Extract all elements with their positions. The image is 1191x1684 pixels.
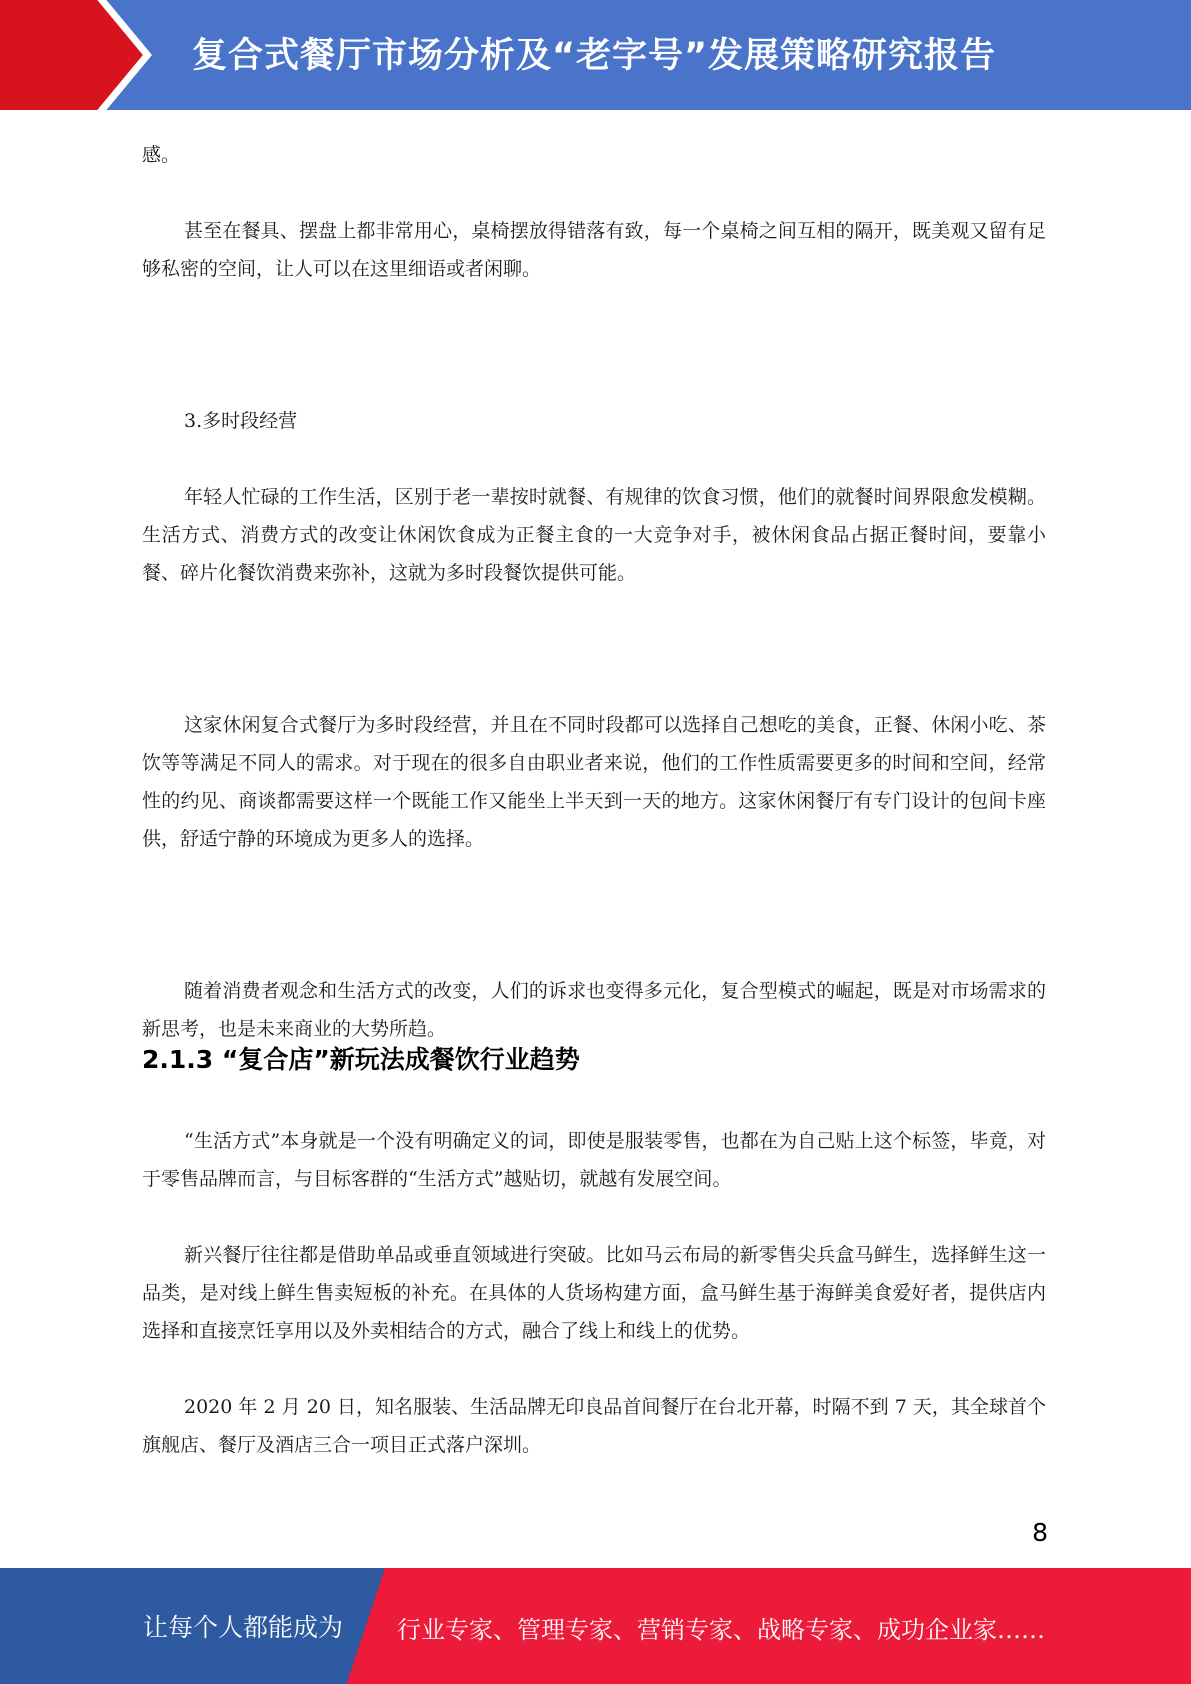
header-red-arrow	[0, 0, 152, 110]
paragraph: 新兴餐厅往往都是借助单品或垂直领域进行突破。比如马云布局的新零售尖兵盒马鲜生，选择鲜生这一品类，是对线上鲜生售卖短板的补充。在具体的人货场构建方面，盒马鲜生基于海鲜美食爱好者，提供店内选择和直接烹饪享用以及外卖相结合的方式，融合了线上和线上的优势。	[142, 1244, 1046, 1342]
paragraph: 甚至在餐具、摆盘上都非常用心，桌椅摆放得错落有致，每一个桌椅之间互相的隔开，既美观又留有足够私密的空间，让人可以在这里细语或者闲聊。	[142, 220, 1046, 280]
body-text-2	[142, 1122, 1046, 1464]
paragraph: 随着消费者观念和生活方式的改变，人们的诉求也变得多元化，复合型模式的崛起，既是对市场需求的新思考，也是未来商业的大势所趋。	[142, 980, 1046, 1040]
page-header	[0, 0, 1191, 110]
sub-heading: 3.多时段经营	[184, 410, 298, 432]
paragraph: 感。	[142, 144, 181, 166]
paragraph: 年轻人忙碌的工作生活，区别于老一辈按时就餐、有规律的饮食习惯，他们的就餐时间界限愈发模糊。生活方式、消费方式的改变让休闲饮食成为正餐主食的一大竞争对手，被休闲食品占据正餐时间，要靠小餐、碎片化餐饮消费来弥补，这就为多时段餐饮提供可能。	[142, 486, 1046, 584]
footer-slogan-right: 行业专家、管理专家、营销专家、战略专家、成功企业家……	[397, 1616, 1045, 1644]
paragraph: 2020 年 2 月 20 日，知名服装、生活品牌无印良品首间餐厅在台北开幕，时隔不到 7 天，其全球首个旗舰店、餐厅及酒店三合一项目正式落户深圳。	[142, 1396, 1046, 1456]
paragraph: “生活方式”本身就是一个没有明确定义的词，即使是服装零售，也都在为自己贴上这个标签，毕竟，对于零售品牌而言，与目标客群的“生活方式”越贴切，就越有发展空间。	[142, 1130, 1046, 1190]
body-text	[142, 136, 1046, 1048]
footer-slogan-left: 让每个人都能成为	[143, 1613, 344, 1642]
page-footer	[0, 1568, 1191, 1684]
page-number: 8	[1032, 1518, 1048, 1547]
report-title: 复合式餐厅市场分析及“老字号”发展策略研究报告	[192, 36, 997, 76]
section-heading: 2.1.3 “复合店”新玩法成餐饮行业趋势	[142, 1045, 580, 1074]
paragraph: 这家休闲复合式餐厅为多时段经营，并且在不同时段都可以选择自己想吃的美食，正餐、休闲小吃、茶饮等等满足不同人的需求。对于现在的很多自由职业者来说，他们的工作性质需要更多的时间和空间，经常性的约见、商谈都需要这样一个既能工作又能坐上半天到一天的地方。这家休闲餐厅有专门设计的包间卡座供，舒适宁静的环境成为更多人的选择。	[142, 714, 1046, 850]
